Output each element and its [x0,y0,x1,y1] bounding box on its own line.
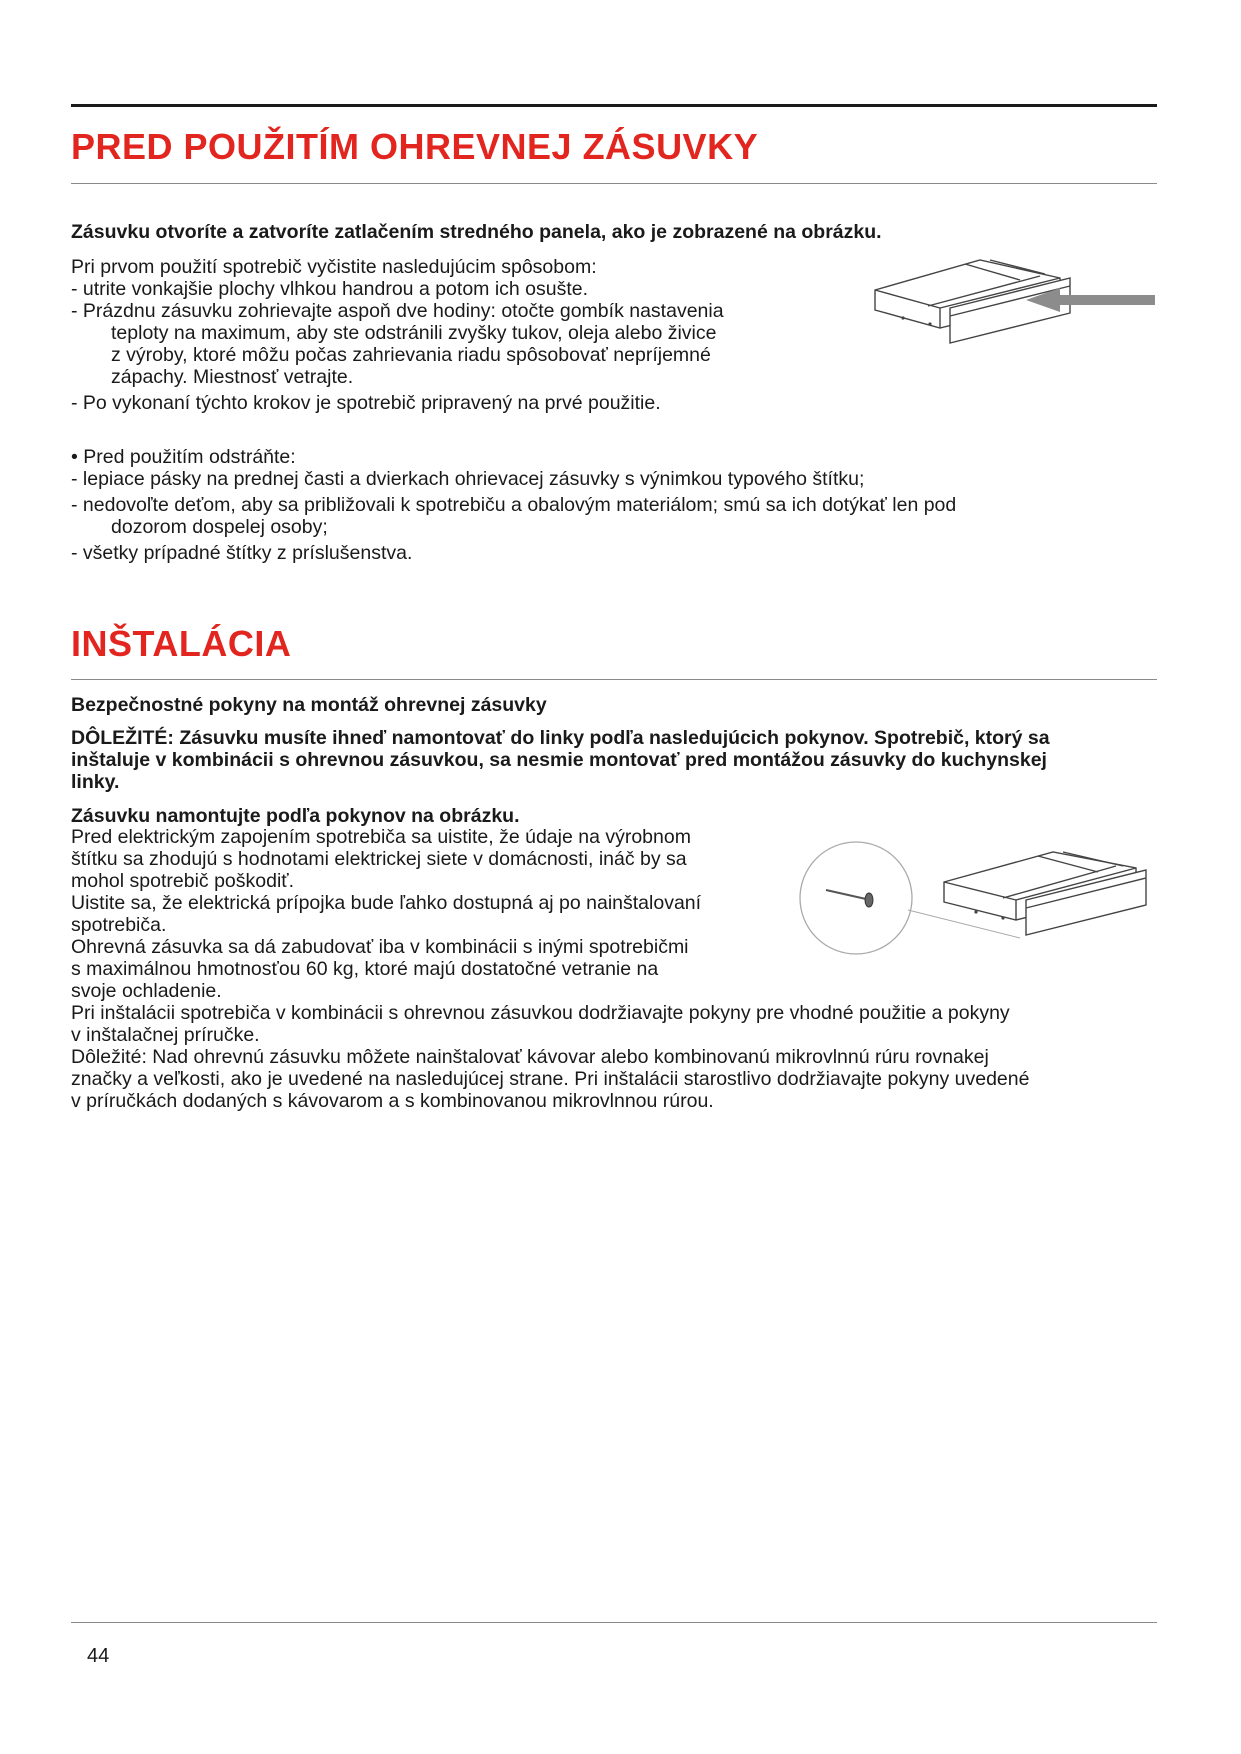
text-line: - Po vykonaní týchto krokov je spotrebič pripravený na prvé použitie. [71,392,661,414]
text-line: inštaluje v kombinácii s ohrevnou zásuvkou, sa nesmie montovať pred montážou zásuvky do kuchynskej [71,749,1047,771]
text-line: Uistite sa, že elektrická prípojka bude ľahko dostupná aj po nainštalovaní [71,892,702,914]
text-line: - utrite vonkajšie plochy vlhkou handrou a potom ich osušte. [71,278,589,300]
text-line: dozorom dospelej osoby; [111,516,328,538]
section-divider [71,679,1157,680]
text-line: - všetky prípadné štítky z príslušenstva. [71,542,413,564]
first-use-instructions [71,256,851,414]
section-title-installation: INŠTALÁCIA [71,623,292,664]
text-line: teploty na maximum, aby ste odstránili zvyšky tukov, oleja alebo živice [111,322,717,344]
lead-sentence: Zásuvku otvoríte a zatvoríte zatlačením stredného panela, ako je zobrazené na obrázku. [71,221,882,243]
section-divider [71,183,1157,184]
top-rule [71,104,1157,107]
text-line: v príručkách dodaných s kávovarom a s kombinovanou mikrovlnnou rúrou. [71,1090,714,1112]
mount-subheading: Zásuvku namontujte podľa pokynov na obrázku. [71,805,520,827]
footer-rule [71,1622,1157,1623]
text-line: DÔLEŽITÉ: Zásuvku musíte ihneď namontovať do linky podľa nasledujúcich pokynov. Spotrebič, ktorý sa [71,727,1050,749]
text-line: štítku sa zhodujú s hodnotami elektrickej siete v domácnosti, ináč by sa [71,848,687,870]
before-use-list [71,446,1157,564]
text-line: v inštalačnej príručke. [71,1024,260,1046]
text-line: s maximálnou hmotnosťou 60 kg, ktoré majú dostatočné vetranie na [71,958,659,980]
drawer-push-illustration [870,258,1160,378]
section-title-before-use: PRED POUŽITÍM OHREVNEJ ZÁSUVKY [71,126,759,167]
text-line: značky a veľkosti, ako je uvedené na nasledujúcej strane. Pri inštalácii starostlivo dodržiavajte pokyny uvedené [71,1068,1030,1090]
text-line: svoje ochladenie. [71,980,222,1002]
text-line: spotrebiča. [71,914,167,936]
text-line: Pri prvom použití spotrebič vyčistite nasledujúcim spôsobom: [71,256,597,278]
text-line: linky. [71,771,120,793]
important-notice [71,727,1157,793]
text-line: zápachy. Miestnosť vetrajte. [111,366,354,388]
text-line: • Pred použitím odstráňte: [71,446,296,468]
text-line: Ohrevná zásuvka sa dá zabudovať iba v kombinácii s inými spotrebičmi [71,936,689,958]
detail-circle [800,842,912,954]
text-line: mohol spotrebič poškodiť. [71,870,295,892]
text-line: - Prázdnu zásuvku zohrievajte aspoň dve hodiny: otočte gombík nastavenia [71,300,724,322]
page-number: 44 [87,1645,110,1667]
text-line: - lepiace pásky na prednej časti a dvierkach ohrievacej zásuvky s výnimkou typového štítku; [71,468,865,490]
text-line: Pred elektrickým zapojením spotrebiča sa uistite, že údaje na výrobnom [71,826,691,848]
text-line: - nedovoľte deťom, aby sa približovali k spotrebiču a obalovým materiálom; smú sa ich dotýkať len pod [71,494,957,516]
text-line: Pri inštalácii spotrebiča v kombinácii s ohrevnou zásuvkou dodržiavajte pokyny pre vhodné použitie a pokyny [71,1002,1010,1024]
safety-subheading: Bezpečnostné pokyny na montáž ohrevnej zásuvky [71,694,547,716]
drawer-screw-illustration [798,840,1160,970]
text-line: z výroby, ktoré môžu počas zahrievania riadu spôsobovať nepríjemné [111,344,711,366]
text-line: Dôležité: Nad ohrevnú zásuvku môžete nainštalovať kávovar alebo kombinovanú mikrovlnnú rúru rovnakej [71,1046,989,1068]
